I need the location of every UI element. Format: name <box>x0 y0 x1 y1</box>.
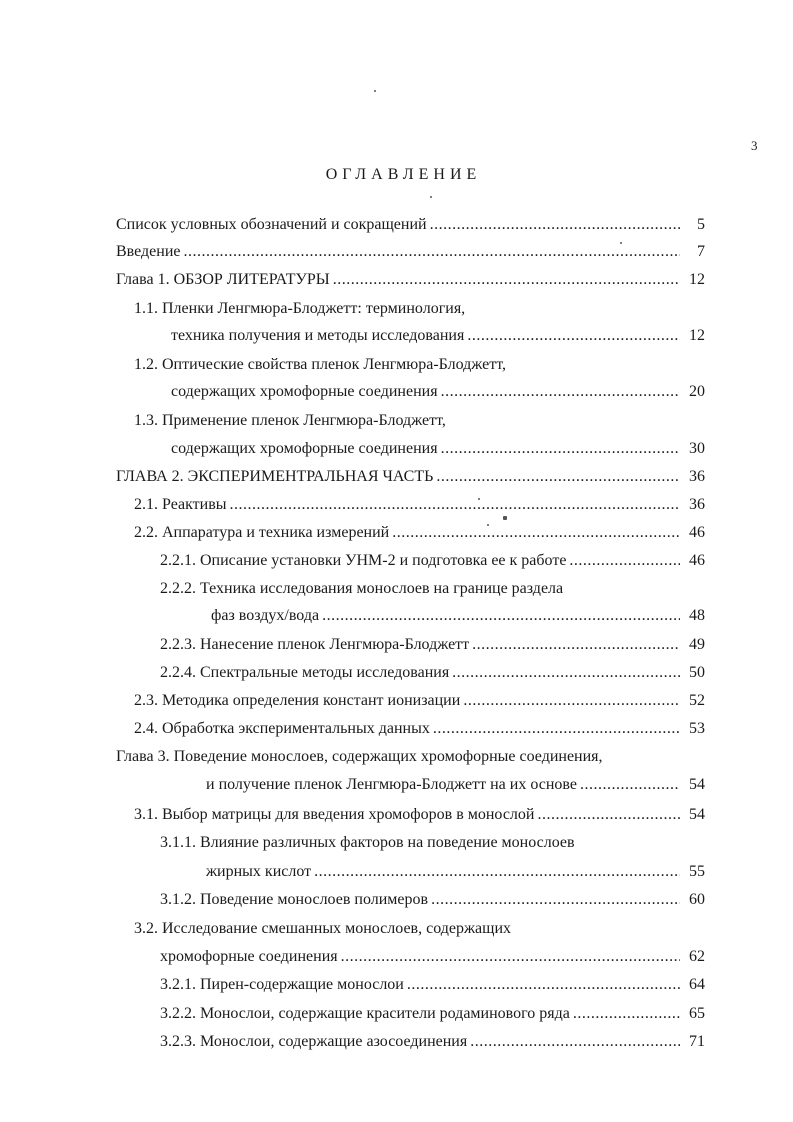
toc-entry-page: 12 <box>689 327 705 344</box>
leader-dots <box>470 1029 680 1055</box>
toc-entry <box>134 296 705 322</box>
leader-dots <box>467 323 680 349</box>
leader-dots <box>407 972 680 998</box>
toc-entry-text: Список условных обозначений и сокращений <box>116 216 427 233</box>
leader-dots <box>580 772 680 798</box>
toc-entry <box>116 239 705 265</box>
toc-entry-page: 7 <box>697 243 705 260</box>
toc-entry <box>160 1001 705 1027</box>
toc-entry-text: 2.2.4. Спектральные методы исследования <box>160 664 450 681</box>
leader-dots <box>472 632 680 658</box>
toc-entry-page: 50 <box>689 664 705 681</box>
leader-dots <box>333 267 680 293</box>
toc-entry-text: 2.3. Методика определения констант ионизации <box>134 692 461 709</box>
toc-entry <box>171 436 705 462</box>
leader-dots <box>322 603 680 629</box>
toc-entry <box>134 802 705 828</box>
toc-entry-text: 2.2.1. Описание установки УНМ-2 и подготовка ее к работе <box>160 552 567 569</box>
leader-dots <box>433 716 680 742</box>
toc-entry-text: 2.2.3. Нанесение пленок Ленгмюра-Блоджетт <box>160 636 470 653</box>
toc-entry-page: 53 <box>689 720 705 737</box>
leader-dots <box>392 520 680 546</box>
leader-dots <box>230 492 680 518</box>
toc-entry-text: 1.1. Пленки Ленгмюра-Блоджетт: терминология, <box>134 300 466 317</box>
toc-entry-page: 65 <box>689 1005 705 1022</box>
scan-speck <box>478 498 480 500</box>
toc-entry-text: ГЛАВА 2. ЭКСПЕРИМЕНТРАЛЬНАЯ ЧАСТЬ <box>116 468 434 485</box>
toc-entry-page: 36 <box>689 468 705 485</box>
scan-speck <box>620 242 622 244</box>
scan-speck <box>503 516 507 520</box>
leader-dots <box>573 1001 680 1027</box>
toc-entry-page: 46 <box>689 524 705 541</box>
leader-dots <box>452 660 680 686</box>
toc-entry <box>160 632 705 658</box>
leader-dots <box>441 379 680 405</box>
toc-entry-page: 64 <box>689 976 705 993</box>
toc-entry-text: 2.2. Аппаратура и техника измерений <box>134 524 390 541</box>
toc-entry <box>134 716 705 742</box>
scan-speck <box>374 90 376 92</box>
toc-entry <box>116 267 705 293</box>
toc-entry-page: 62 <box>689 948 705 965</box>
toc-entry <box>116 464 705 490</box>
toc-entry <box>160 576 705 602</box>
toc-entry-text: хромофорные соединения <box>160 948 338 965</box>
toc-entry-page: 30 <box>689 440 705 457</box>
toc-entry-text: 2.1. Реактивы <box>134 496 227 513</box>
toc-entry-text: 1.2. Оптические свойства пленок Ленгмюра-Блоджетт, <box>134 356 507 373</box>
toc-entry-page: 55 <box>689 863 705 880</box>
toc-entry <box>211 603 705 629</box>
page-title: ОГЛАВЛЕНИЕ <box>325 166 482 183</box>
toc-entry-page: 54 <box>689 776 705 793</box>
toc-entry-page: 49 <box>689 636 705 653</box>
toc-entry <box>134 520 705 546</box>
leader-dots <box>569 548 680 574</box>
toc-entry <box>160 830 705 856</box>
leader-dots <box>431 887 680 913</box>
toc-entry <box>160 660 705 686</box>
toc-entry <box>160 944 705 970</box>
toc-entry <box>134 408 705 434</box>
toc-entry-text: содержащих хромофорные соединения <box>171 440 438 457</box>
toc-entry <box>160 972 705 998</box>
toc-entry-text: Введение <box>116 243 181 260</box>
toc-entry-page: 5 <box>697 216 705 233</box>
toc-entry-page: 60 <box>689 891 705 908</box>
toc-entry-page: 46 <box>689 552 705 569</box>
toc-entry <box>206 859 705 885</box>
toc-entry <box>160 887 705 913</box>
leader-dots <box>314 859 680 885</box>
toc-entry-text: Глава 3. Поведение монослоев, содержащих хромофорные соединения, <box>116 748 603 765</box>
toc-entry-text: 3.2.3. Монослои, содержащие азосоединения <box>160 1033 468 1050</box>
toc-entry <box>160 548 705 574</box>
toc-entry-text: 2.4. Обработка экспериментальных данных <box>134 720 430 737</box>
leader-dots <box>436 464 680 490</box>
leader-dots <box>341 944 680 970</box>
toc-entry <box>171 323 705 349</box>
scan-speck <box>487 524 489 526</box>
toc-entry-text: содержащих хромофорные соединения <box>171 383 438 400</box>
toc-entry <box>134 492 705 518</box>
leader-dots <box>463 688 680 714</box>
leader-dots <box>430 212 680 238</box>
page-number: 3 <box>751 138 758 153</box>
toc-entry-text: и получение пленок Ленгмюра-Блоджетт на их основе <box>206 776 577 793</box>
leader-dots <box>537 802 680 828</box>
toc-entry-page: 52 <box>689 692 705 709</box>
leader-dots <box>184 239 681 265</box>
toc-entry-text: 3.1. Выбор матрицы для введения хромофоров в монослой <box>134 806 535 823</box>
toc-entry-text: 3.1.2. Поведение монослоев полимеров <box>160 891 429 908</box>
toc-entry-text: техника получения и методы исследования <box>171 327 465 344</box>
toc-entry-page: 36 <box>689 496 705 513</box>
toc-entry-page: 20 <box>689 383 705 400</box>
toc-entry-text: Глава 1. ОБЗОР ЛИТЕРАТУРЫ <box>116 271 330 288</box>
toc-entry-page: 71 <box>689 1033 705 1050</box>
toc-entry <box>206 772 705 798</box>
leader-dots <box>441 436 680 462</box>
toc-entry-text: 3.2. Исследование смешанных монослоев, содержащих <box>134 920 512 937</box>
toc-entry <box>134 916 705 942</box>
toc-entry-text: 3.1.1. Влияние различных факторов на поведение монослоев <box>160 834 575 851</box>
toc-entry-text: фаз воздух/вода <box>211 607 320 624</box>
scan-speck <box>430 196 432 198</box>
toc-entry <box>134 352 705 378</box>
toc-entry-page: 48 <box>689 607 705 624</box>
toc-entry-text: 3.2.2. Монослои, содержащие красители родаминового ряда <box>160 1005 570 1022</box>
toc-entry-text: жирных кислот <box>206 863 312 880</box>
toc-entry-text: 1.3. Применение пленок Ленгмюра-Блоджетт, <box>134 412 446 429</box>
toc-entry-page: 12 <box>689 271 705 288</box>
toc-entry <box>134 688 705 714</box>
toc-entry-page: 54 <box>689 806 705 823</box>
toc-entry <box>116 744 705 770</box>
toc-entry <box>171 379 705 405</box>
toc-entry-text: 2.2.2. Техника исследования монослоев на границе раздела <box>160 580 564 597</box>
toc-entry <box>116 212 705 238</box>
toc-entry <box>160 1029 705 1055</box>
toc-entry-text: 3.2.1. Пирен-содержащие монослои <box>160 976 404 993</box>
